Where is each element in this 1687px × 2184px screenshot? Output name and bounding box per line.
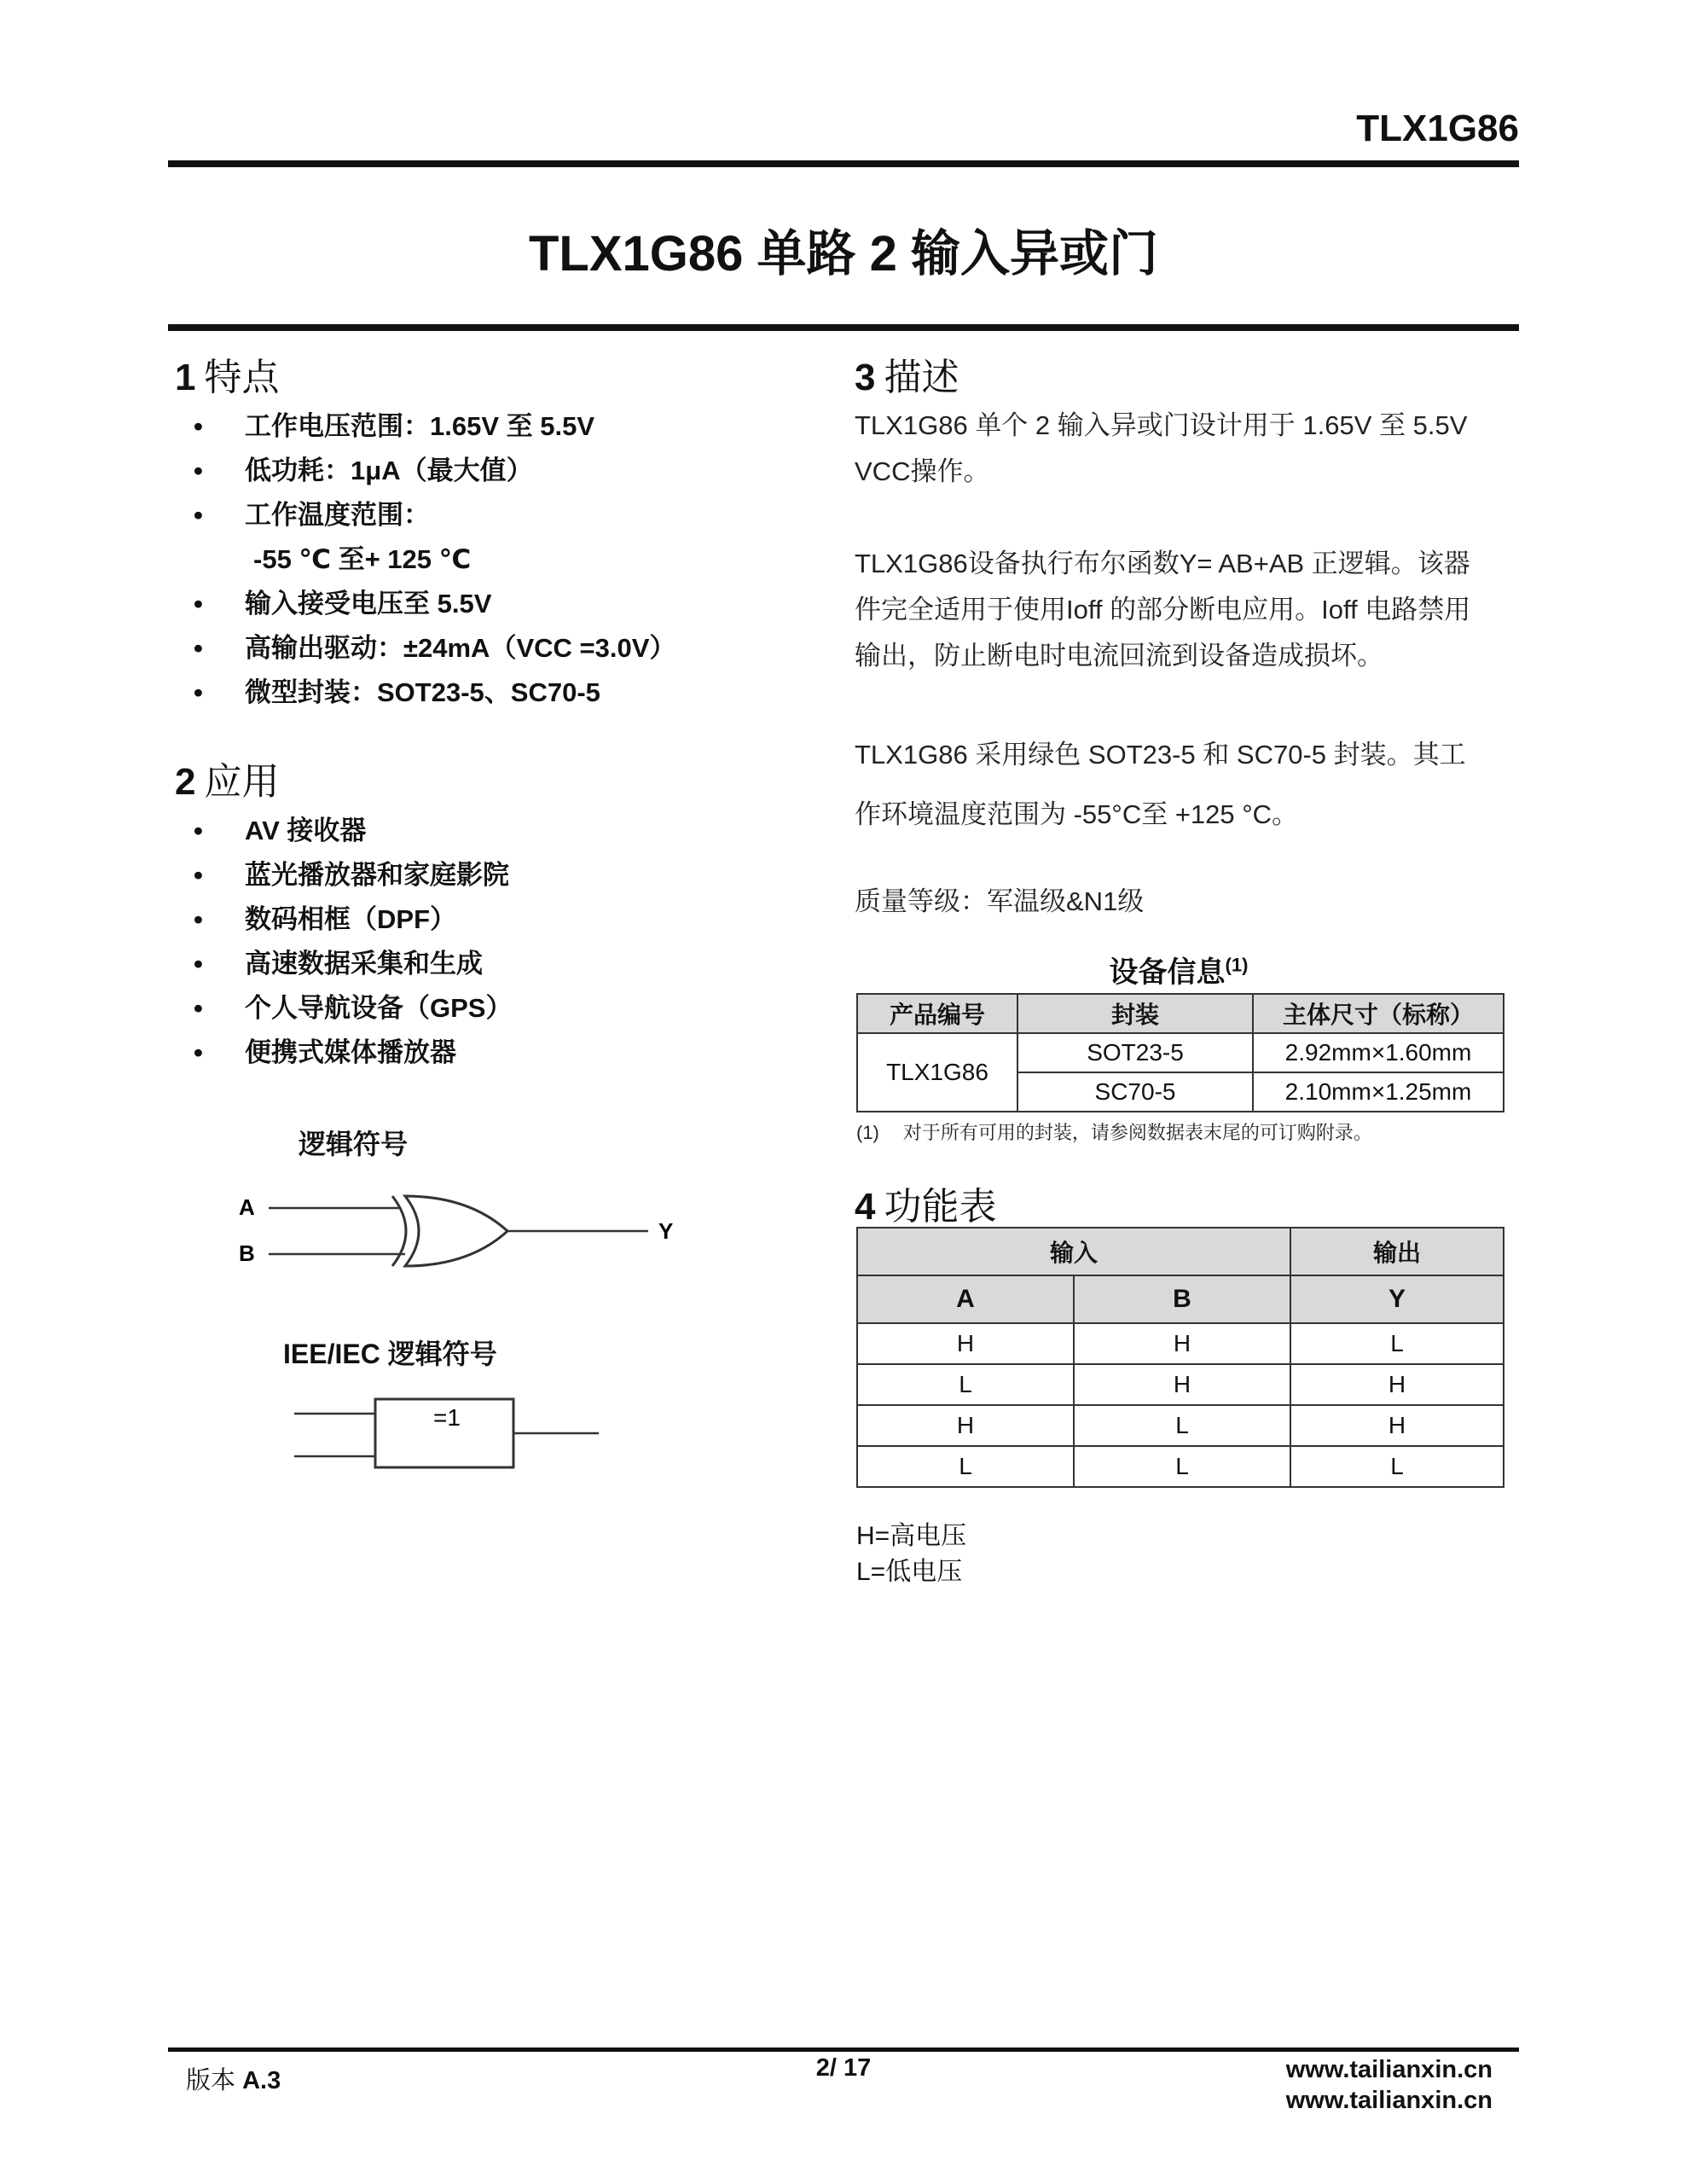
- description-text: TLX1G86设备执行布尔函数Y= AB+AB 正逻辑。该器: [855, 549, 1470, 578]
- description-text: TLX1G86 单个 2 输入异或门设计用于 1.65V 至 5.5V: [855, 410, 1468, 440]
- iec-box-label: =1: [433, 1404, 461, 1431]
- features-heading: [175, 346, 823, 401]
- list-item: • 数码相框（DPF）: [194, 904, 456, 934]
- description-text: VCC操作。: [855, 456, 990, 486]
- table-header: 输出: [1290, 1228, 1504, 1275]
- features-num: 1: [175, 357, 196, 398]
- footer-rule: [168, 2048, 1519, 2052]
- table-cell: SC70-5: [1017, 1072, 1253, 1112]
- list-item: • 高速数据采集和生成: [194, 949, 483, 979]
- legend-low: L=低电压: [856, 1558, 963, 1586]
- title-rule: [168, 324, 1519, 331]
- table-header: B: [1074, 1275, 1290, 1323]
- quality-grade: 质量等级：军温级&N1级: [855, 886, 1145, 916]
- footer-url[interactable]: www.tailianxin.cn: [1285, 2087, 1493, 2114]
- function-table-num: 4: [855, 1186, 876, 1228]
- description-text: 件完全适用于使用Ioff 的部分断电应用。Ioff 电路禁用: [855, 595, 1471, 624]
- applications-title: 应用: [204, 761, 280, 803]
- list-item: • 高输出驱动：±24mA（VCC =3.0V）: [194, 633, 676, 663]
- list-item: • 蓝光播放器和家庭影院: [194, 860, 509, 890]
- iec-xor-symbol: [290, 1395, 614, 1480]
- description-num: 3: [855, 357, 876, 398]
- iec-symbol-title: IEE/IEC 逻辑符号: [283, 1339, 497, 1369]
- description-text: 作环境温度范围为 -55°C至 +125 °C。: [855, 799, 1299, 829]
- function-table-title: 功能表: [884, 1186, 997, 1228]
- applications-section: [175, 751, 823, 1075]
- device-info-table: [856, 993, 1504, 1112]
- list-item: • AV 接收器: [194, 816, 367, 845]
- input-b-label: B: [239, 1240, 255, 1266]
- input-a-label: A: [239, 1194, 255, 1220]
- table-cell: 2.10mm×1.25mm: [1253, 1072, 1504, 1112]
- table-header: 输入: [857, 1228, 1290, 1275]
- table-row: L L L: [857, 1446, 1504, 1487]
- footer-page-number: 2/ 17: [815, 2054, 872, 2082]
- device-info-note: (1) 对于所有可用的封装，请参阅数据表末尾的可订购附录。: [856, 1122, 1372, 1143]
- table-cell: TLX1G86: [857, 1033, 1017, 1112]
- xor-gate-symbol: [230, 1177, 708, 1288]
- legend-high: H=高电压: [856, 1522, 967, 1550]
- table-header: A: [857, 1275, 1074, 1323]
- features-list: [175, 404, 823, 715]
- output-y-label: Y: [658, 1218, 674, 1244]
- table-row: H L H: [857, 1405, 1504, 1446]
- features-section: [175, 346, 823, 715]
- applications-num: 2: [175, 761, 196, 803]
- table-header: 主体尺寸（标称）: [1253, 994, 1504, 1033]
- footer-url[interactable]: www.tailianxin.cn: [1285, 2056, 1493, 2083]
- description-text: 输出，防止断电时电流回流到设备造成损坏。: [855, 641, 1383, 671]
- table-cell: 2.92mm×1.60mm: [1253, 1033, 1504, 1072]
- table-row: H H L: [857, 1323, 1504, 1364]
- logic-symbol-title: 逻辑符号: [299, 1129, 409, 1159]
- applications-heading: [175, 751, 823, 805]
- list-item: • 输入接受电压至 5.5V: [194, 589, 492, 619]
- header-rule: [168, 160, 1519, 167]
- table-cell: SOT23-5: [1017, 1033, 1253, 1072]
- features-title: 特点: [204, 357, 280, 398]
- list-item: • 工作温度范围：: [194, 500, 430, 530]
- applications-list: [175, 809, 823, 1075]
- description-title: 描述: [884, 357, 959, 398]
- description-section: [855, 346, 1528, 925]
- function-table: [856, 1227, 1504, 1488]
- list-item: • 个人导航设备（GPS）: [194, 993, 513, 1023]
- table-header: 封装: [1017, 994, 1253, 1033]
- footer-version: 版本 A.3: [186, 2067, 281, 2094]
- table-row: [857, 1033, 1504, 1072]
- footer-urls: [1286, 2054, 1493, 2116]
- description-heading: [855, 346, 1528, 401]
- doc-title: TLX1G86 单路 2 输入异或门: [528, 226, 1159, 282]
- table-header: 产品编号: [857, 994, 1017, 1033]
- table-header: Y: [1290, 1275, 1504, 1323]
- list-item: -55 ℃ 至+ 125 ℃: [253, 544, 472, 574]
- list-item: • 便携式媒体播放器: [194, 1037, 456, 1067]
- function-table-legend: [856, 1519, 966, 1590]
- device-info-title: 设备信息$^{(1)}$: [1109, 954, 1249, 989]
- table-row: L H H: [857, 1364, 1504, 1405]
- function-table-heading: [855, 1176, 996, 1230]
- list-item: • 低功耗：1μA（最大值）: [194, 456, 533, 485]
- list-item: • 微型封装：SOT23-5、SC70-5: [194, 677, 600, 707]
- description-text: TLX1G86 采用绿色 SOT23-5 和 SC70-5 封装。其工: [855, 740, 1466, 770]
- header-part-number: TLX1G86: [1356, 107, 1519, 149]
- list-item: • 工作电压范围：1.65V 至 5.5V: [194, 411, 595, 441]
